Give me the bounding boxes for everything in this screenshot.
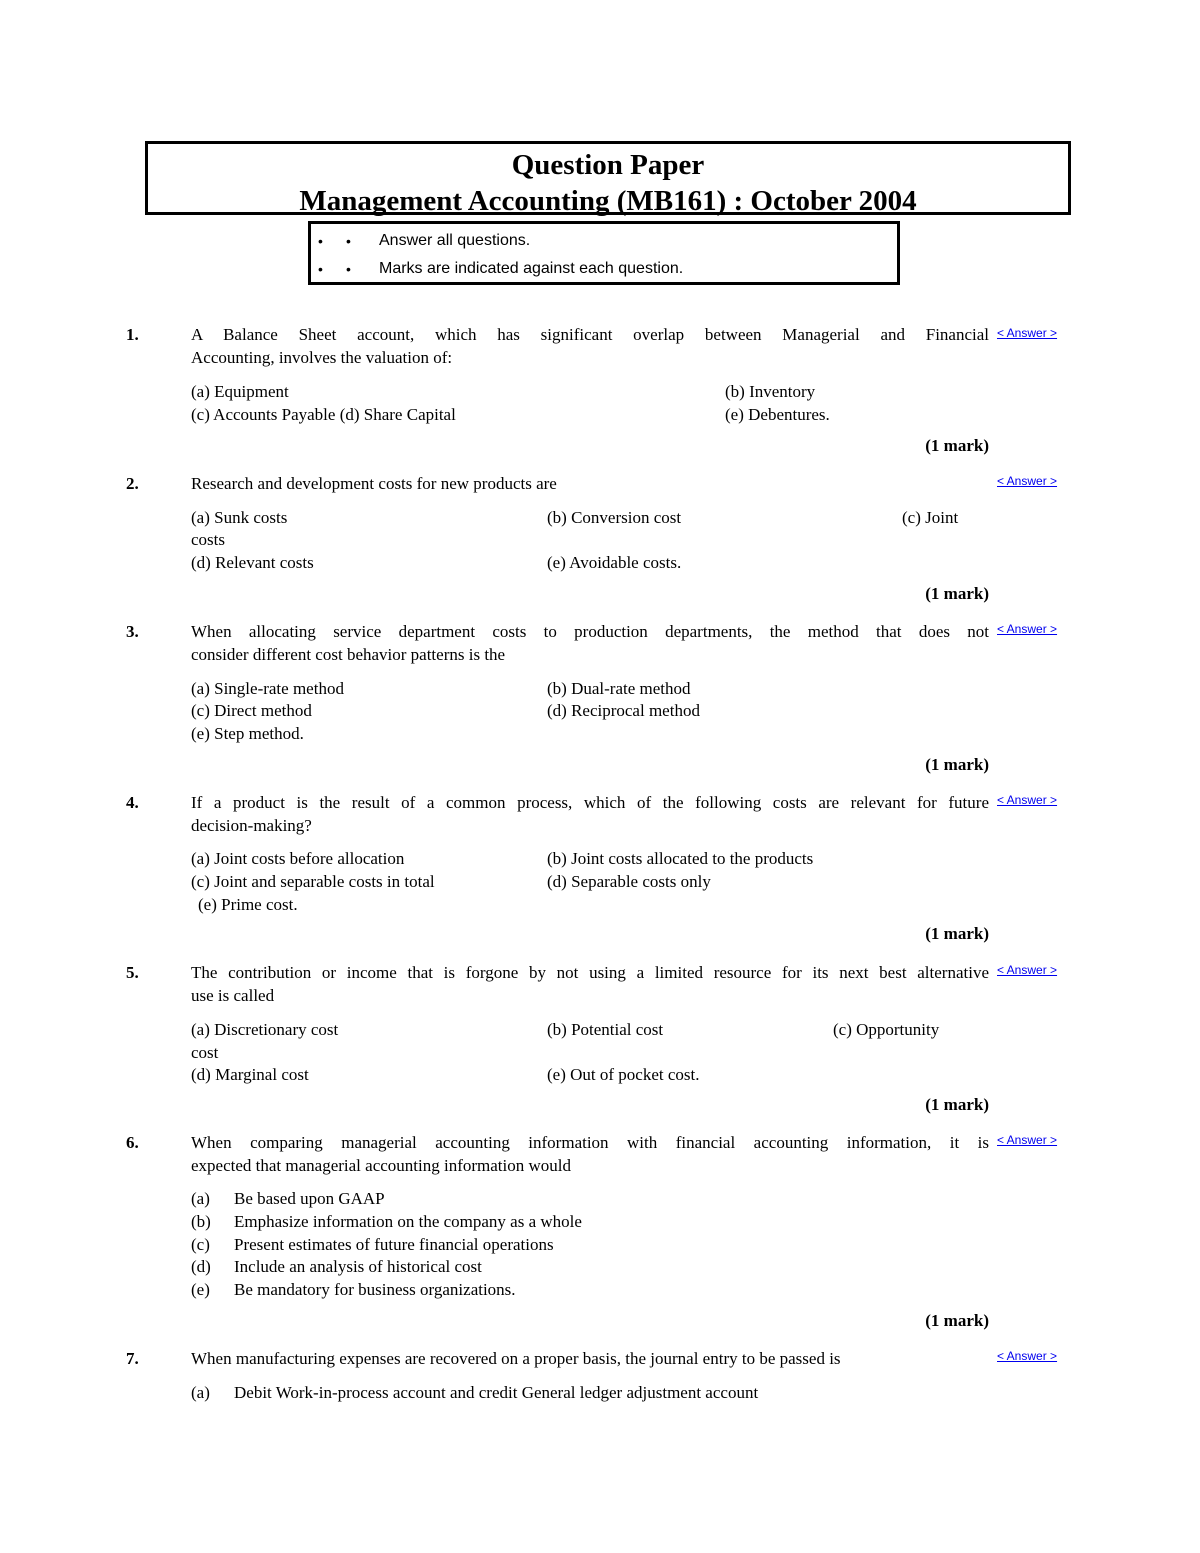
answer-link[interactable]: < Answer > — [997, 1349, 1058, 1363]
marks-label: (1 mark) — [925, 1095, 989, 1114]
marks-label: (1 mark) — [925, 924, 989, 943]
option-c-d: (c) Accounts Payable (d) Share Capital — [191, 405, 456, 424]
option-label: (a) — [191, 1189, 210, 1208]
answer-link[interactable]: < Answer > — [997, 793, 1058, 807]
page-title: Question Paper — [511, 149, 705, 181]
question-line: consider different cost behavior patterns is the — [191, 645, 506, 664]
instruction-text: Marks are indicated against each question. — [379, 260, 684, 277]
question-line: If a product is the result of a common process, which of the following costs are relevant for future — [191, 793, 989, 812]
question-text — [191, 791, 989, 837]
bullet-icon: • — [318, 261, 323, 277]
answer-link[interactable]: < Answer > — [997, 474, 1058, 488]
option-b: (b) Joint costs allocated to the products — [547, 849, 814, 868]
question-line: decision-making? — [191, 816, 312, 835]
question-text — [191, 323, 989, 369]
option-d: Include an analysis of historical cost — [234, 1257, 482, 1276]
option-label: (c) — [191, 1235, 210, 1254]
option-c: (c) Joint and separable costs in total — [191, 872, 435, 891]
option-b: (b) Dual-rate method — [547, 679, 691, 698]
question-text — [191, 1131, 989, 1177]
title-box — [145, 141, 1071, 215]
question-line: When comparing managerial accounting information with financial accounting information, it is — [191, 1133, 989, 1152]
marks-label: (1 mark) — [925, 436, 989, 455]
option-b: (b) Potential cost — [547, 1020, 664, 1039]
answer-link[interactable]: < Answer > — [997, 963, 1058, 977]
question-number: 4. — [126, 793, 139, 812]
question-text — [191, 961, 989, 1007]
marks-label: (1 mark) — [925, 584, 989, 603]
question-line: When manufacturing expenses are recovered on a proper basis, the journal entry to be passed is — [191, 1349, 841, 1368]
option-a: (a) Equipment — [191, 382, 289, 401]
option-d: (d) Marginal cost — [191, 1065, 309, 1084]
option-c-continued: costs — [191, 530, 225, 549]
instruction-text: Answer all questions. — [379, 232, 531, 249]
question-text — [191, 1347, 989, 1370]
question-number: 3. — [126, 622, 139, 641]
question-number: 6. — [126, 1133, 139, 1152]
question-number: 1. — [126, 325, 139, 344]
option-c: (c) Opportunity — [833, 1020, 940, 1039]
option-a: (a) Discretionary cost — [191, 1020, 339, 1039]
option-a: Debit Work-in-process account and credit General ledger adjustment account — [234, 1383, 759, 1402]
option-a: Be based upon GAAP — [234, 1189, 385, 1208]
option-b: (b) Conversion cost — [547, 508, 682, 527]
bullet-icon: • — [318, 233, 323, 249]
option-e: (e) Prime cost. — [198, 895, 298, 914]
option-e: (e) Out of pocket cost. — [547, 1065, 700, 1084]
option-b: Emphasize information on the company as a whole — [234, 1212, 582, 1231]
answer-link[interactable]: < Answer > — [997, 622, 1058, 636]
option-label: (b) — [191, 1212, 211, 1231]
option-c: Present estimates of future financial operations — [234, 1235, 554, 1254]
option-a: (a) Single-rate method — [191, 679, 344, 698]
option-c: (c) Joint — [902, 508, 959, 527]
marks-label: (1 mark) — [925, 755, 989, 774]
option-e: (e) Step method. — [191, 724, 304, 743]
option-c: (c) Direct method — [191, 701, 312, 720]
answer-link[interactable]: < Answer > — [997, 1133, 1058, 1147]
question-line: Accounting, involves the valuation of: — [191, 348, 453, 367]
instructions-box — [308, 221, 900, 285]
option-e: Be mandatory for business organizations. — [234, 1280, 516, 1299]
option-a: (a) Sunk costs — [191, 508, 288, 527]
option-d: (d) Separable costs only — [547, 872, 711, 891]
option-d: (d) Relevant costs — [191, 553, 314, 572]
option-e: (e) Debentures. — [725, 405, 830, 424]
option-d: (d) Reciprocal method — [547, 701, 700, 720]
question-number: 2. — [126, 474, 139, 493]
option-c-continued: cost — [191, 1043, 219, 1062]
question-number: 7. — [126, 1349, 139, 1368]
question-line: expected that managerial accounting information would — [191, 1156, 572, 1175]
question-text — [191, 472, 989, 495]
option-label: (a) — [191, 1383, 210, 1402]
option-e: (e) Avoidable costs. — [547, 553, 682, 572]
marks-label: (1 mark) — [925, 1311, 989, 1330]
option-label: (e) — [191, 1280, 210, 1299]
question-line: The contribution or income that is forgone by not using a limited resource for its next best alternative — [191, 963, 989, 982]
page-subtitle: Management Accounting (MB161) : October 2004 — [299, 185, 917, 217]
question-text — [191, 620, 989, 666]
bullet-icon: • — [346, 233, 351, 249]
answer-link[interactable]: < Answer > — [997, 326, 1058, 340]
bullet-icon: • — [346, 261, 351, 277]
option-b: (b) Inventory — [725, 382, 816, 401]
question-line: use is called — [191, 986, 275, 1005]
question-line: When allocating service department costs to production departments, the method that does not — [191, 622, 989, 641]
question-number: 5. — [126, 963, 139, 982]
question-line: A Balance Sheet account, which has significant overlap between Managerial and Financial — [191, 325, 989, 344]
question-line: Research and development costs for new products are — [191, 474, 557, 493]
option-a: (a) Joint costs before allocation — [191, 849, 405, 868]
option-label: (d) — [191, 1257, 211, 1276]
